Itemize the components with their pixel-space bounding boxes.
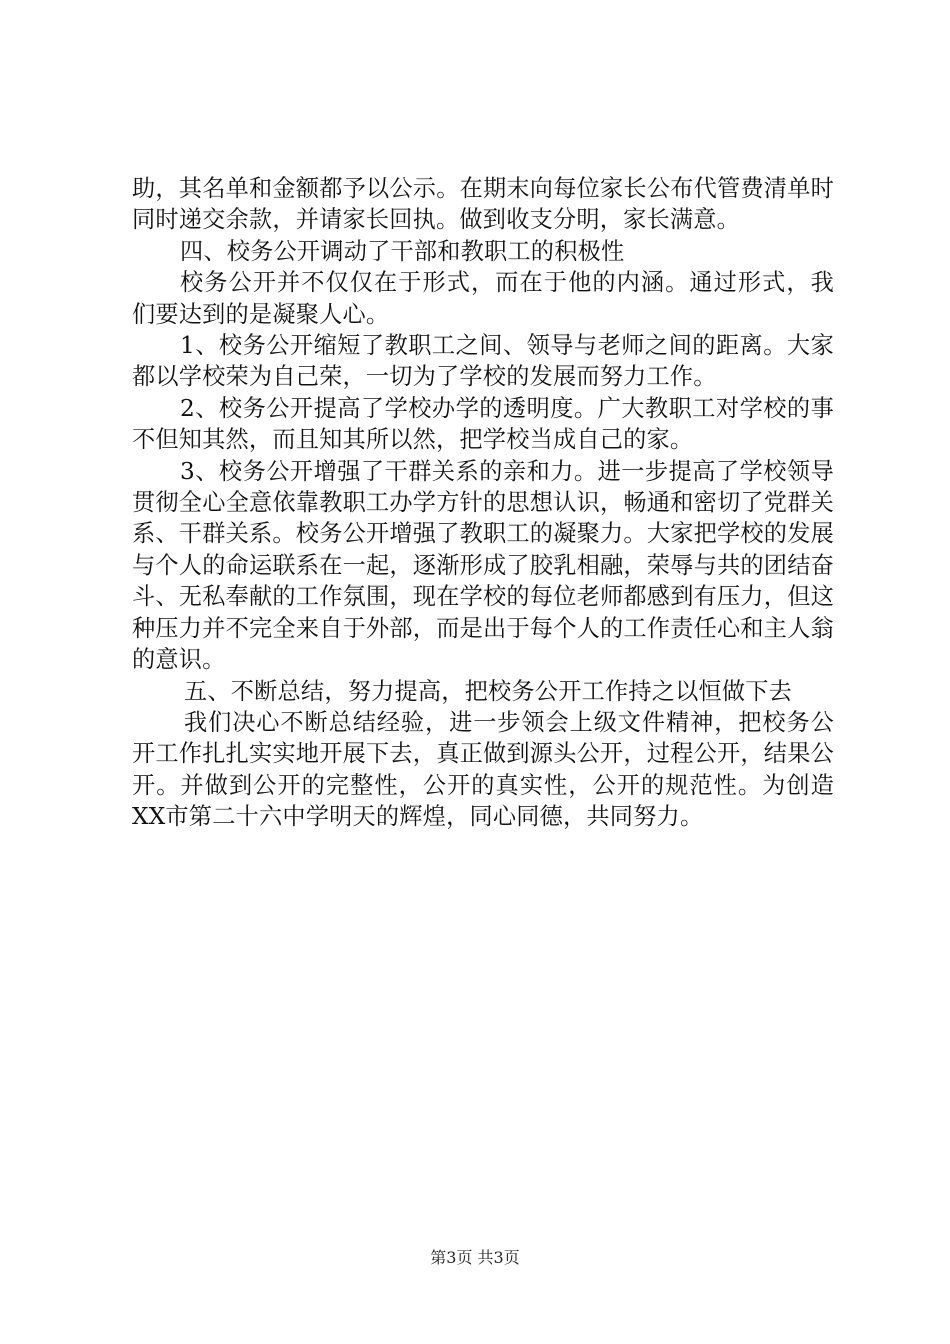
document-body <box>132 173 834 833</box>
section-heading-four: 四、校务公开调动了干部和教职工的积极性 <box>180 237 625 265</box>
list-item-2: 2、校务公开提高了学校办学的透明度。广大教职工对学校的事不但知其然，而且知其所以然，把学校当成自己的家。 <box>132 394 834 454</box>
list-item-3: 3、校务公开增强了干群关系的亲和力。进一步提高了学校领导贯彻全心全意依靠教职工办学方针的思想认识，畅通和密切了党群关系、干群关系。校务公开增强了教职工的凝聚力。大家把学校的发展与个人的命运联系在一起，逐渐形成了胶乳相融，荣辱与共的团结奋斗、无私奉献的工作氛围，现在学校的每位老师都感到有压力，但这种压力并不完全来自于外部，而是出于每个人的工作责任心和主人翁的意识。 <box>132 457 834 674</box>
page-footer <box>0 1245 950 1268</box>
paragraph-closing: 我们决心不断总结经验，进一步领会上级文件精神，把校务公开工作扎扎实实地开展下去，真正做到源头公开，过程公开，结果公开。并做到公开的完整性，公开的真实性，公开的规范性。为创造XX市第二十六中学明天的辉煌，同心同德，共同努力。 <box>132 708 834 831</box>
list-item-1: 1、校务公开缩短了教职工之间、领导与老师之间的距离。大家都以学校荣为自己荣，一切为了学校的发展而努力工作。 <box>132 332 834 391</box>
paragraph-continuation: 助，其名单和金额都予以公示。在期末向每位家长公布代管费清单时同时递交余款，并请家长回执。做到收支分明，家长满意。 <box>132 175 834 234</box>
paragraph: 校务公开并不仅仅在于形式，而在于他的内涵。通过形式，我们要达到的是凝聚人心。 <box>132 269 834 328</box>
section-heading-five: 五、不断总结，努力提高，把校务公开工作持之以恒做下去 <box>184 677 793 705</box>
page-number: 第3页 共3页 <box>430 1248 520 1267</box>
